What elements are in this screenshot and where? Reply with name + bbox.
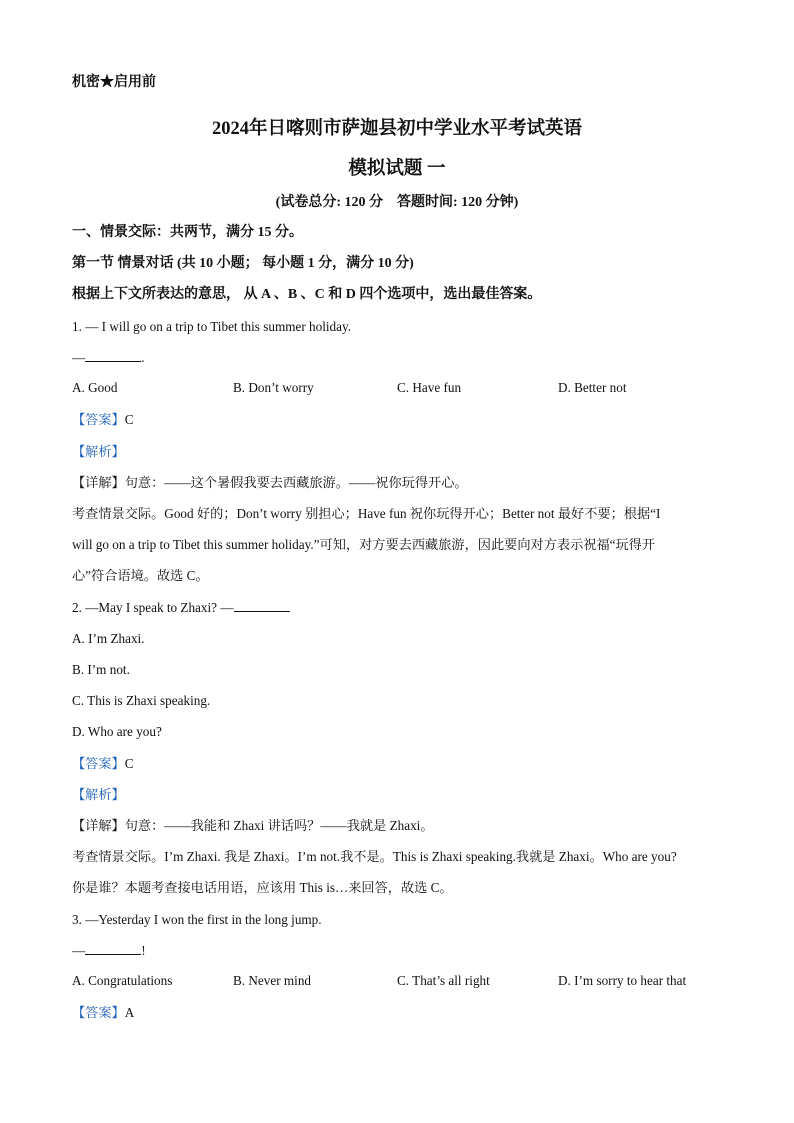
detail-tag: 【详解】: [72, 818, 125, 833]
q2-option-a: A. I’m Zhaxi.: [72, 631, 145, 646]
q2-stem-text: 2. —May I speak to Zhaxi? —: [72, 600, 234, 615]
exam-info: (试卷总分: 120 分 答题时间: 120 分钟): [275, 195, 519, 210]
q3-reply: [72, 942, 146, 960]
q1-blank: [85, 349, 141, 362]
answer-tag: 【答案】: [72, 412, 125, 427]
part-heading: 一、情景交际：共两节，满分 15 分。: [72, 225, 303, 240]
q1-explanation-2: will go on a trip to Tibet this summer holiday.”可知，对方要去西藏旅游，因此要向对方表示祝福“玩得开: [72, 537, 656, 552]
q2-detail: [72, 817, 434, 835]
q1-answer-value: C: [124, 412, 134, 427]
q1-answer: [72, 411, 134, 429]
q3-option-b: B. Never mind: [233, 973, 312, 988]
section-heading: 第一节 情景对话 (共 10 小题； 每小题 1 分，满分 10 分): [72, 256, 414, 271]
q2-stem: [72, 599, 290, 617]
q1-option-d: D. Better not: [558, 380, 627, 395]
exam-subtitle: 模拟试题 一: [348, 159, 446, 179]
q3-reply-end: !: [141, 943, 146, 958]
q2-explanation-1: 考查情景交际。I’m Zhaxi. 我是 Zhaxi。I’m not.我不是。This is Zhaxi speaking.我就是 Zhaxi。Who are you?: [72, 849, 677, 864]
q3-option-d: D. I’m sorry to hear that: [558, 973, 687, 988]
confidential-label: 机密★启用前: [72, 75, 156, 90]
q1-detail: [72, 474, 468, 492]
q2-analysis: [72, 786, 125, 804]
q1-detail-text: 句意：——这个暑假我要去西藏旅游。——祝你玩得开心。: [124, 475, 468, 490]
q1-option-a: A. Good: [72, 380, 118, 395]
analysis-tag: 【解析】: [72, 444, 125, 459]
instruction: 根据上下文所表达的意思， 从 A 、B 、C 和 D 四个选项中，选出最佳答案。: [72, 287, 542, 302]
q3-blank: [85, 942, 141, 955]
q2-explanation-2: 你是谁？本题考查接电话用语，应该用 This is…来回答，故选 C。: [72, 880, 453, 895]
q3-option-c: C. That’s all right: [397, 973, 490, 988]
q1-option-c: C. Have fun: [397, 380, 462, 395]
q2-blank: [234, 599, 290, 612]
analysis-tag: 【解析】: [72, 787, 125, 802]
q2-answer-value: C: [124, 756, 134, 771]
q1-explanation-3: 心”符合语境。故选 C。: [72, 568, 209, 583]
q3-stem: 3. —Yesterday I won the first in the long jump.: [72, 912, 322, 927]
q2-option-b: B. I’m not.: [72, 662, 130, 677]
q3-reply-dash: —: [72, 943, 86, 958]
q2-option-d: D. Who are you?: [72, 724, 162, 739]
answer-tag: 【答案】: [72, 756, 125, 771]
q2-option-c: C. This is Zhaxi speaking.: [72, 693, 211, 708]
q3-answer-value: A: [124, 1005, 135, 1020]
q1-explanation-1: 考查情景交际。Good 好的；Don’t worry 别担心；Have fun 祝你玩得开心；Better not 最好不要；根据“I: [72, 506, 661, 521]
q3-option-a: A. Congratulations: [72, 973, 173, 988]
q1-reply-end: .: [141, 350, 145, 365]
q1-analysis: [72, 443, 125, 461]
q2-answer: [72, 755, 134, 773]
q3-answer: [72, 1004, 134, 1022]
detail-tag: 【详解】: [72, 475, 125, 490]
answer-tag: 【答案】: [72, 1005, 125, 1020]
q1-stem: 1. — I will go on a trip to Tibet this summer holiday.: [72, 319, 352, 334]
exam-title: 2024年日喀则市萨迦县初中学业水平考试英语: [211, 119, 582, 139]
q1-option-b: B. Don’t worry: [233, 380, 314, 395]
q2-detail-text: 句意：——我能和 Zhaxi 讲话吗？——我就是 Zhaxi。: [124, 818, 434, 833]
q1-reply-dash: —: [72, 350, 86, 365]
q1-reply: [72, 349, 144, 367]
